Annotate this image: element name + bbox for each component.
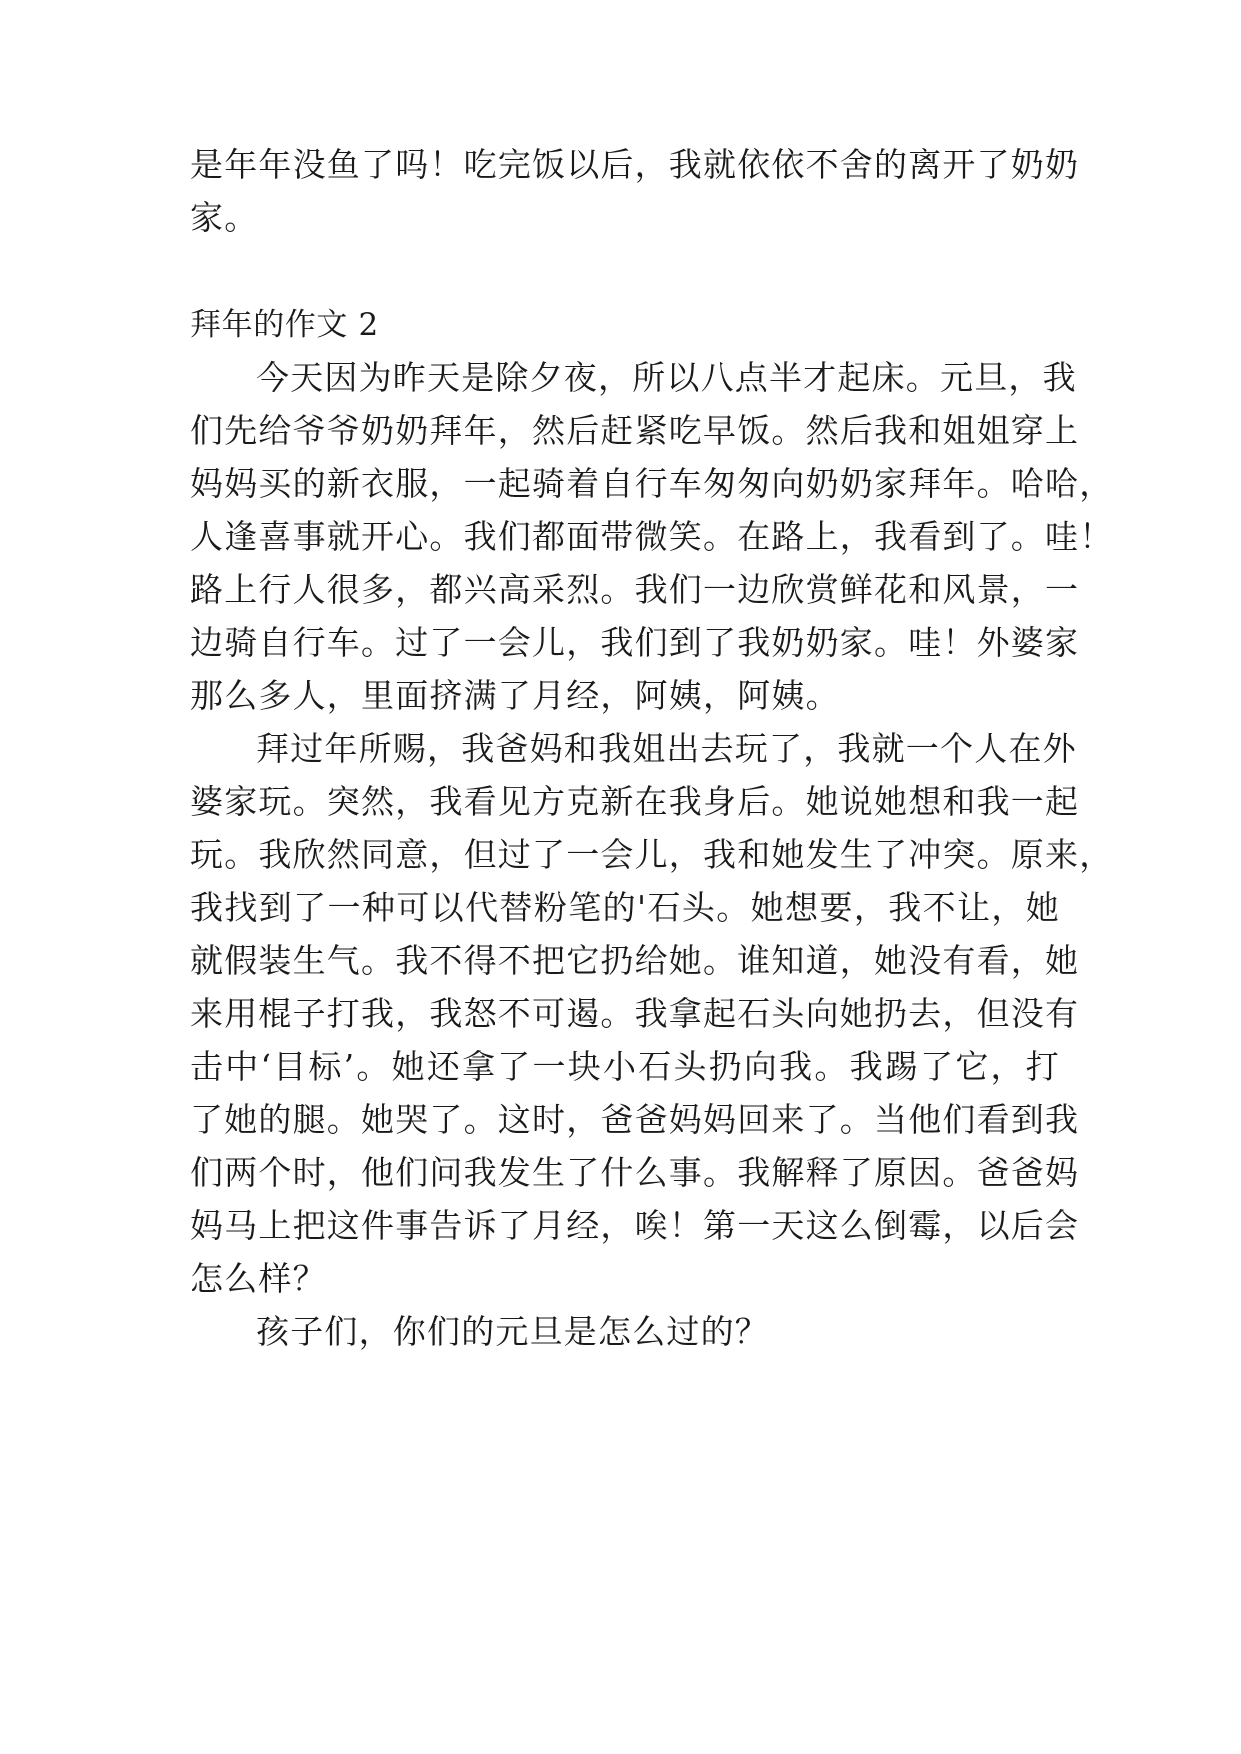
closing-line: 孩子们，你们的元旦是怎么过的？ <box>256 1312 769 1351</box>
intro-line: 是年年没鱼了吗！吃完饭以后，我就依依不舍的离开了奶奶 <box>190 145 1080 184</box>
paragraph-line: 那么多人，里面挤满了月经，阿姨，阿姨。 <box>190 676 840 715</box>
paragraph-line: 玩。我欣然同意，但过了一会儿，我和她发生了冲突。原来， <box>190 835 1114 874</box>
section-title: 拜年的作文 2 <box>190 307 379 343</box>
paragraph-line: 今天因为昨天是除夕夜，所以八点半才起床。元旦，我 <box>256 358 1077 397</box>
intro-line: 家。 <box>190 198 259 237</box>
paragraph-line: 们两个时，他们问我发生了什么事。我解释了原因。爸爸妈 <box>190 1153 1080 1192</box>
paragraph-line: 妈妈买的新衣服，一起骑着自行车匆匆向奶奶家拜年。哈哈， <box>190 464 1114 503</box>
paragraph-line: 妈马上把这件事告诉了月经，唉！第一天这么倒霉，以后会 <box>190 1206 1080 1245</box>
paragraph-line: 击中‘目标’。她还拿了一块小石头扔向我。我踢了它，打 <box>190 1047 1060 1086</box>
paragraph-line: 路上行人很多，都兴高采烈。我们一边欣赏鲜花和风景，一 <box>190 570 1080 609</box>
paragraph-line: 人逢喜事就开心。我们都面带微笑。在路上，我看到了。哇！ <box>190 517 1114 556</box>
paragraph-line: 来用棍子打我，我怒不可遏。我拿起石头向她扔去，但没有 <box>190 994 1080 1033</box>
paragraph-line: 们先给爷爷奶奶拜年，然后赶紧吃早饭。然后我和姐姐穿上 <box>190 411 1080 450</box>
paragraph-line: 婆家玩。突然，我看见方克新在我身后。她说她想和我一起 <box>190 782 1080 821</box>
paragraph-line: 就假装生气。我不得不把它扔给她。谁知道，她没有看，她 <box>190 941 1080 980</box>
paragraph-line: 我找到了一种可以代替粉笔的'石头。她想要，我不让，她 <box>190 888 1060 927</box>
paragraph-line: 边骑自行车。过了一会儿，我们到了我奶奶家。哇！外婆家 <box>190 623 1080 662</box>
paragraph-line: 怎么样？ <box>190 1259 327 1298</box>
paragraph-line: 了她的腿。她哭了。这时，爸爸妈妈回来了。当他们看到我 <box>190 1100 1080 1139</box>
paragraph-line: 拜过年所赐，我爸妈和我姐出去玩了，我就一个人在外 <box>256 729 1077 768</box>
